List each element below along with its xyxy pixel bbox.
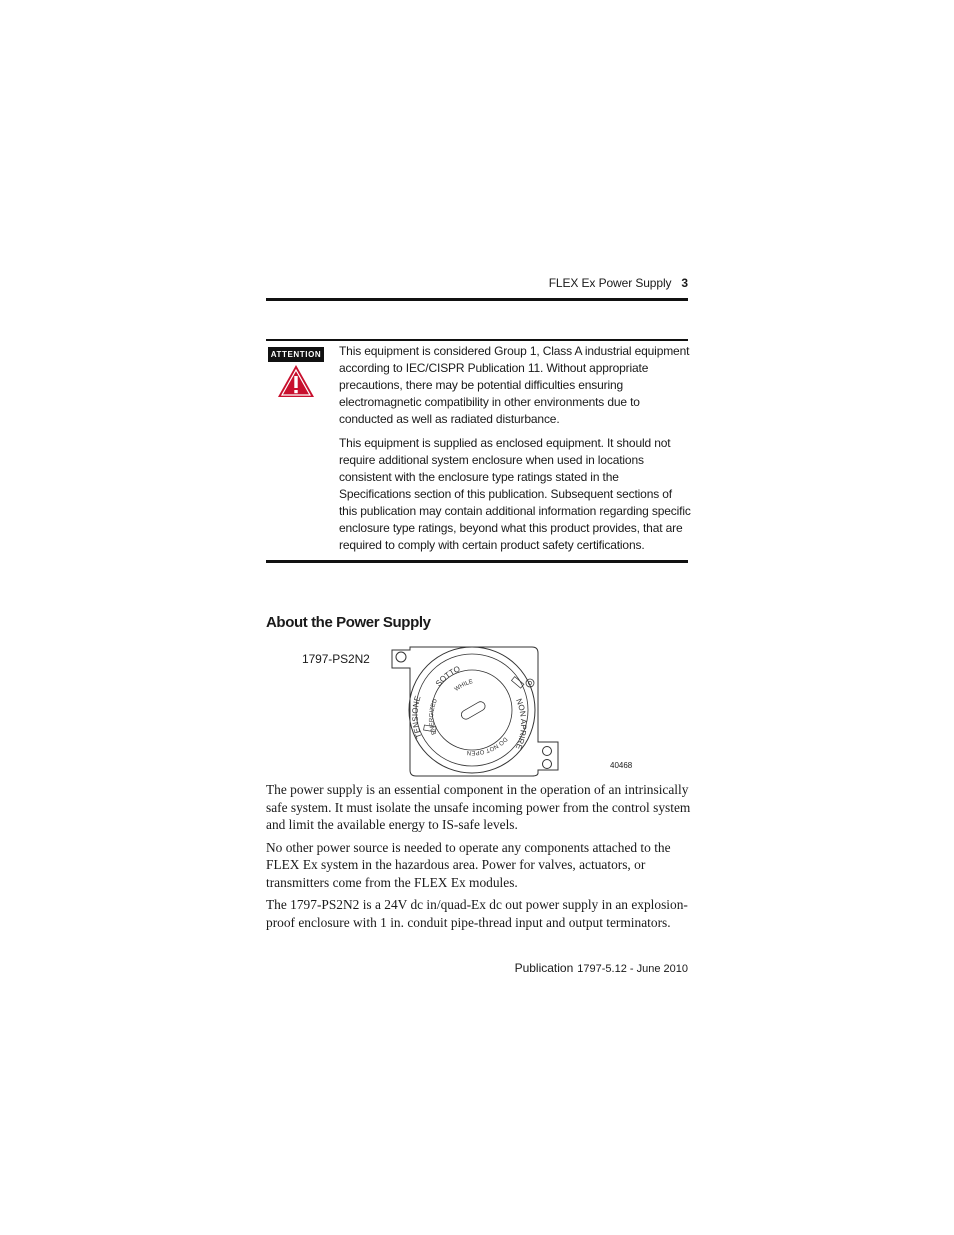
body-paragraph: No other power source is needed to operate any components attached to the FLEX Ex system in the hazardous area. Power for valves, actuators, or transmitters come from the FLEX Ex modules. <box>266 839 671 890</box>
attention-text <box>339 343 691 561</box>
header-rule <box>266 298 688 301</box>
power-supply-figure <box>390 642 562 778</box>
warning-triangle-icon <box>277 364 315 398</box>
body-paragraph: The 1797-PS2N2 is a 24V dc in/quad-Ex dc out power supply in an explosion-proof enclosure with 1 in. conduit pipe-thread input and output terminators. <box>266 897 688 930</box>
attention-label: ATTENTION <box>268 347 324 362</box>
attention-top-rule <box>266 339 688 341</box>
svg-text:TENSIONE <box>411 695 424 740</box>
attention-paragraph: This equipment is supplied as enclosed equipment. It should not require additional system enclosure when used in locations consistent with the enclosure type ratings stated in the Specifications section of this publication. Subsequent sections of this publication may contain additional information regarding specific enclosure type ratings, beyond what this product provides, that are required to comply with certain product safety certifications. <box>339 436 691 552</box>
figure-id: 40468 <box>610 761 633 770</box>
publication-number: 1797-5.12 - June 2010 <box>577 963 688 975</box>
svg-text:SOTTO <box>434 664 462 688</box>
ring-text-energized: ENERGIZED <box>429 698 439 736</box>
page-footer <box>266 961 688 975</box>
page-header <box>266 276 688 296</box>
ring-text-do-not-open: DO NOT OPEN <box>466 735 508 756</box>
body-paragraph: The power supply is an essential component in the operation of an intrinsically safe system. It must isolate the unsafe incoming power from the control system and limit the available energy to IS-safe levels. <box>266 782 691 832</box>
svg-text:DO NOT OPEN <box>467 736 508 756</box>
figure-label: 1797-PS2N2 <box>302 652 370 666</box>
svg-text:ENERGIZED <box>429 698 439 736</box>
svg-text:WHILE <box>454 679 474 693</box>
attention-paragraph: This equipment is considered Group 1, Class A industrial equipment according to IEC/CISPR Publication 11. Without appropriate precautions, there may be potential difficulties ensuring electromagnetic compatibility in other environments due to conducted as well as radiated disturbance. <box>339 344 690 426</box>
ring-text-tensione: TENSIONE <box>410 694 424 740</box>
footer-label: Publication <box>514 961 574 975</box>
ring-text-while: WHILE <box>453 678 474 693</box>
ring-text-non-aprire: NON APRIRE <box>513 697 529 751</box>
attention-bottom-rule <box>266 560 688 563</box>
page-number: 3 <box>681 276 688 290</box>
body-text <box>266 781 691 936</box>
header-title: FLEX Ex Power Supply <box>548 276 672 290</box>
section-title: About the Power Supply <box>266 614 431 631</box>
ring-text-sotto: SOTTO <box>433 664 462 689</box>
